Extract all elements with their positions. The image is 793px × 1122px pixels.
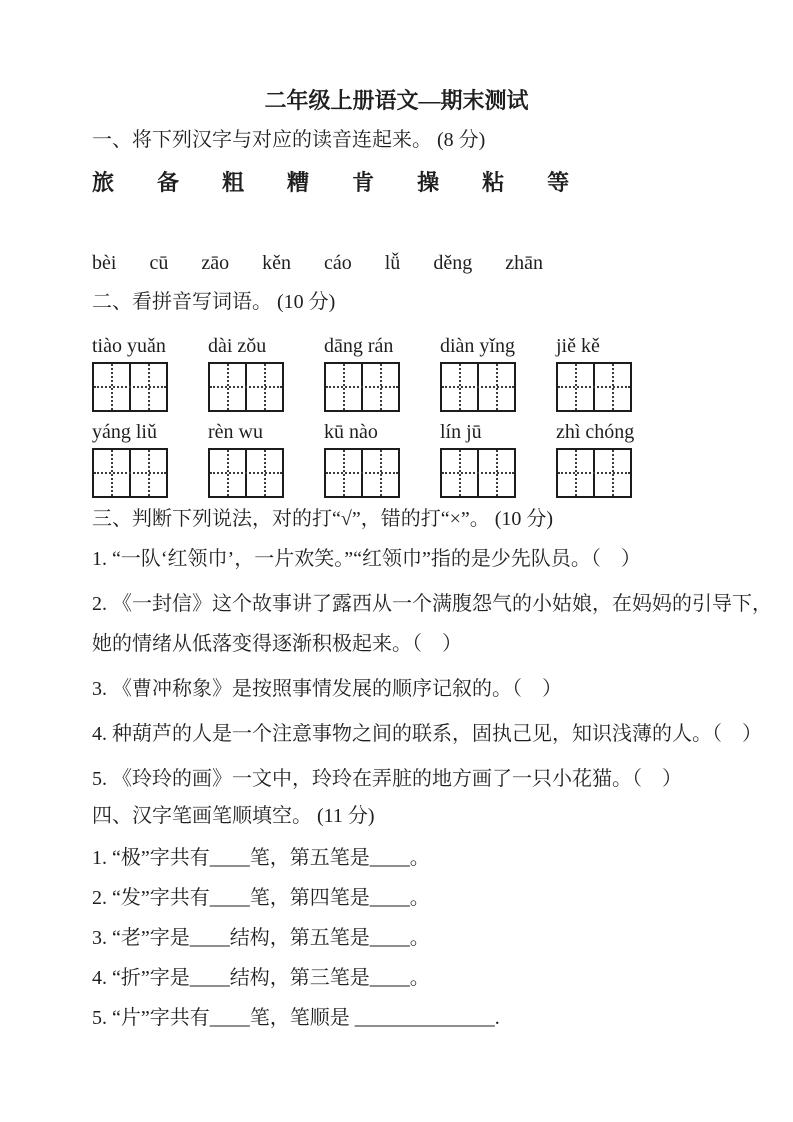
section2-word-row-1 (92, 334, 772, 412)
word-pinyin: diàn yǐng (440, 335, 515, 357)
hanzi-item-8: 等 (547, 170, 570, 195)
grid-cell (442, 364, 477, 410)
grid-cell (210, 450, 245, 496)
pinyin-item-5: cáo (323, 252, 352, 274)
judgment-item-5: 5. 《玲玲的画》一文中，玲玲在弄脏的地方画了一只小花猫。（ ） (92, 768, 682, 790)
word-column (324, 420, 440, 498)
word-pinyin: kū nào (324, 421, 378, 443)
hanzi-item-6: 操 (417, 170, 440, 195)
grid-cell (477, 364, 514, 410)
writing-grid (440, 448, 516, 498)
hanzi-item-1: 旅 (92, 170, 115, 195)
writing-grid (208, 362, 284, 412)
word-pinyin: jiě kě (556, 335, 600, 357)
word-pinyin: lín jū (440, 421, 482, 443)
section1-characters-row (92, 170, 772, 196)
stroke-item-2: 2. “发”字共有____笔，第四笔是____。 (92, 887, 430, 909)
hanzi-item-2: 备 (157, 170, 180, 195)
judgment-item-4: 4. 种葫芦的人是一个注意事物之间的联系，固执己见，知识浅薄的人。（ ） (92, 723, 762, 745)
hanzi-item-7: 粘 (482, 170, 505, 195)
section2-word-row-2 (92, 420, 772, 498)
word-pinyin: rèn wu (208, 421, 263, 443)
pinyin-item-1: bèi (92, 252, 117, 274)
judgment-item-2: 2. 《一封信》这个故事讲了露西从一个满腹怨气的小姑娘，在妈妈的引导下，她的情绪从低落变得逐渐积极起来。（ ） (92, 593, 772, 655)
hanzi-item-4: 糟 (287, 170, 310, 195)
word-pinyin: yáng liǔ (92, 421, 157, 443)
writing-grid (92, 362, 168, 412)
stroke-item-3: 3. “老”字是____结构，第五笔是____。 (92, 927, 430, 949)
grid-cell (593, 450, 630, 496)
grid-cell (361, 364, 398, 410)
hanzi-item-5: 肯 (352, 170, 375, 195)
word-column (92, 334, 208, 412)
grid-cell (593, 364, 630, 410)
pinyin-item-6: lǚ (384, 252, 401, 274)
section3-heading: 三、判断下列说法，对的打“√”，错的打“×”。 (10 分) (92, 508, 554, 530)
grid-cell (129, 450, 166, 496)
grid-cell (558, 364, 593, 410)
word-column (556, 420, 672, 498)
section4-items (92, 838, 772, 1038)
hanzi-item-3: 粗 (222, 170, 245, 195)
word-column (208, 334, 324, 412)
section4-heading: 四、汉字笔画笔顺填空。 (11 分) (92, 805, 375, 827)
pinyin-item-2: cū (149, 252, 169, 274)
judgment-item-1: 1. “一队‘红领巾’，一片欢笑。”“红领巾”指的是少先队员。（ ） (92, 548, 641, 570)
section1-heading: 一、将下列汉字与对应的读音连起来。 (8 分) (92, 129, 486, 151)
grid-cell (361, 450, 398, 496)
word-column (440, 334, 556, 412)
stroke-item-1: 1. “极”字共有____笔，第五笔是____。 (92, 847, 430, 869)
grid-cell (210, 364, 245, 410)
word-pinyin: dài zǒu (208, 335, 267, 357)
pinyin-item-8: zhān (505, 252, 543, 274)
grid-cell (326, 364, 361, 410)
section2-heading: 二、看拼音写词语。 (10 分) (92, 291, 336, 313)
word-column (208, 420, 324, 498)
section3-items (92, 539, 772, 799)
writing-grid (92, 448, 168, 498)
grid-cell (245, 364, 282, 410)
page-title: 二年级上册语文—期末测试 (264, 88, 529, 113)
grid-cell (129, 364, 166, 410)
paper-content (92, 0, 772, 1038)
grid-cell (442, 450, 477, 496)
pinyin-item-4: kěn (262, 252, 291, 274)
writing-grid (556, 362, 632, 412)
writing-grid (324, 448, 400, 498)
grid-cell (558, 450, 593, 496)
pinyin-item-3: zāo (201, 252, 230, 274)
writing-grid (440, 362, 516, 412)
writing-grid (208, 448, 284, 498)
judgment-item-3: 3. 《曹冲称象》是按照事情发展的顺序记叙的。（ ） (92, 678, 562, 700)
word-column (556, 334, 672, 412)
word-column (92, 420, 208, 498)
word-column (440, 420, 556, 498)
stroke-item-5: 5. “片”字共有____笔，笔顺是 ______________. (92, 1007, 500, 1029)
pinyin-item-7: děng (433, 252, 473, 274)
writing-grid (324, 362, 400, 412)
word-pinyin: dāng rán (324, 335, 394, 357)
writing-grid (556, 448, 632, 498)
section1-pinyin-row (92, 250, 772, 276)
grid-cell (245, 450, 282, 496)
word-pinyin: zhì chóng (556, 421, 635, 443)
grid-cell (94, 450, 129, 496)
word-pinyin: tiào yuǎn (92, 335, 166, 357)
grid-cell (477, 450, 514, 496)
grid-cell (94, 364, 129, 410)
stroke-item-4: 4. “折”字是____结构，第三笔是____。 (92, 967, 430, 989)
grid-cell (326, 450, 361, 496)
word-column (324, 334, 440, 412)
